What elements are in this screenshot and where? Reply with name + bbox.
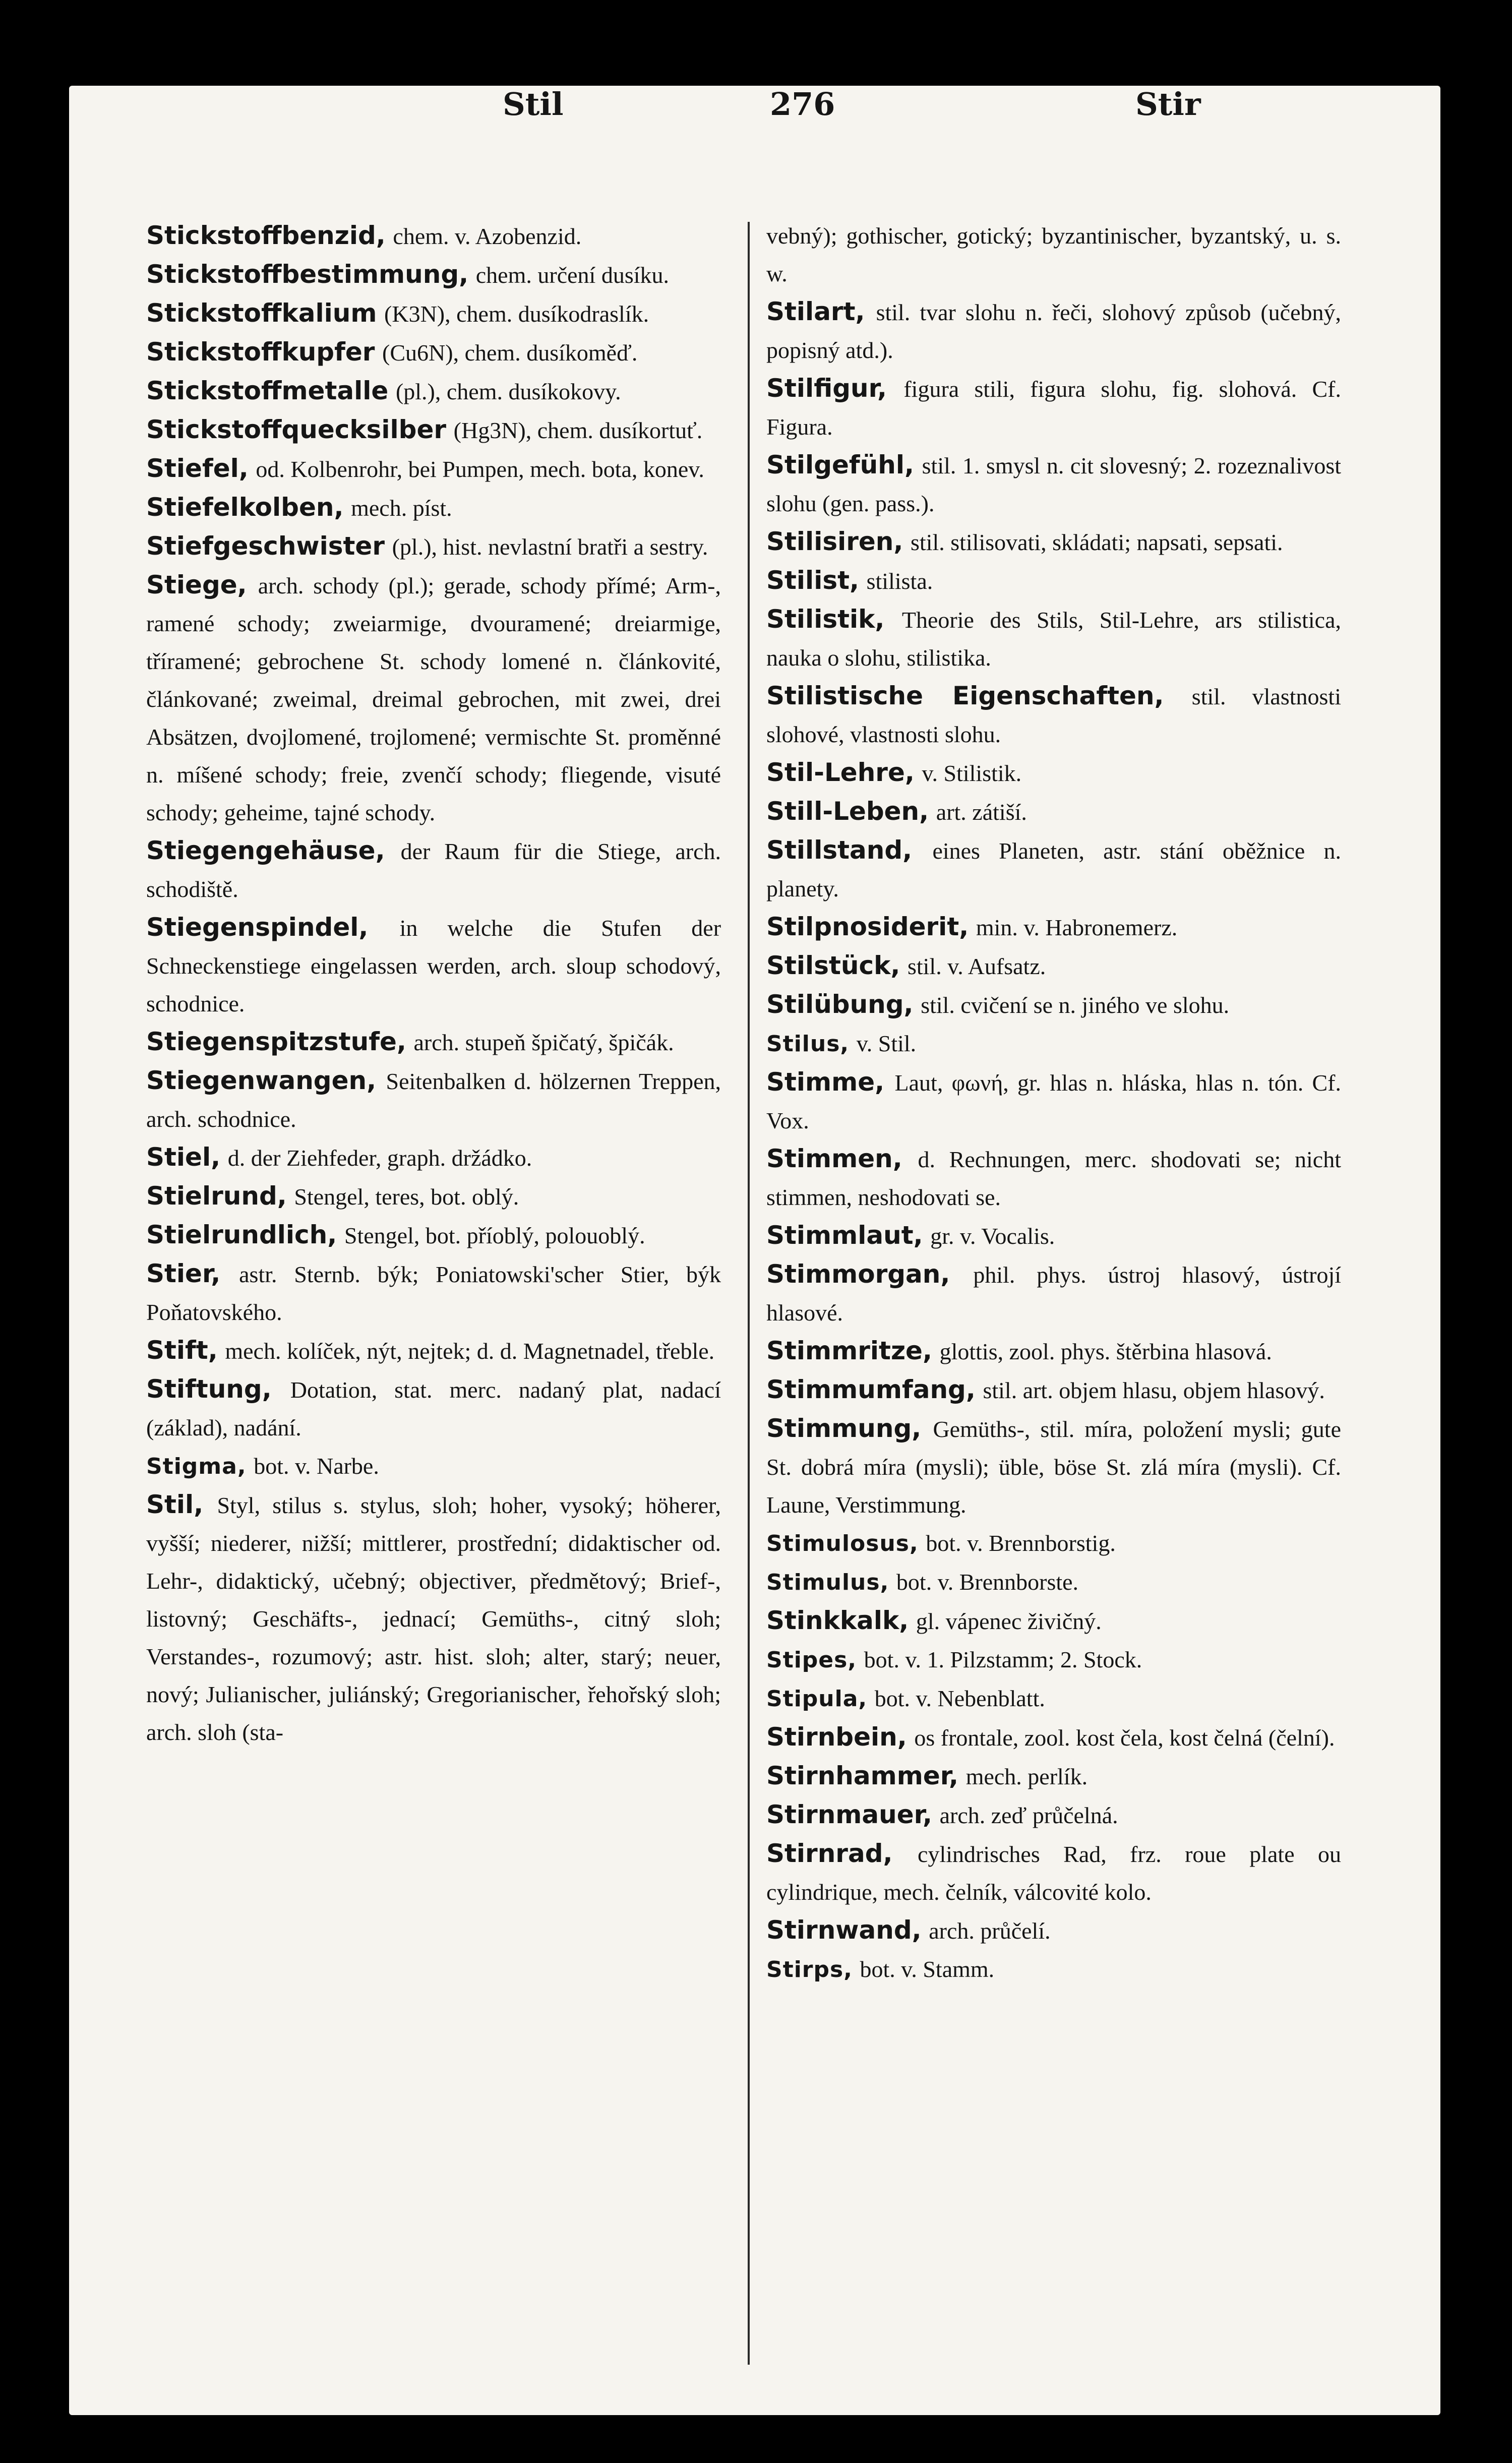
dictionary-entry — [766, 1835, 1341, 1911]
entry-definition: mech. kolíček, nýt, nejtek; d. d. Magnetnadel, třeble. — [225, 1338, 715, 1364]
dictionary-entry — [146, 1023, 721, 1061]
dictionary-entry — [766, 1950, 1341, 1989]
entry-definition: art. zátiší. — [936, 799, 1027, 825]
dictionary-entry — [146, 1486, 721, 1751]
entry-definition: v. Stilistik. — [922, 760, 1022, 786]
dictionary-entry — [146, 527, 721, 566]
dictionary-entry — [766, 1796, 1341, 1834]
entry-headword: Stilus, — [766, 1031, 850, 1057]
entry-headword: Stirnwand, — [766, 1915, 922, 1945]
entry-definition: (pl.), hist. nevlastní bratři a sestry. — [392, 534, 708, 560]
dictionary-entry — [766, 1063, 1341, 1139]
column-divider — [748, 222, 750, 2365]
entry-headword: Stiege, — [146, 570, 247, 599]
entry-definition: bot. v. Stamm. — [860, 1956, 995, 1982]
entry-headword: Stiel, — [146, 1143, 221, 1172]
entry-headword: Stilistische Eigenschaften, — [766, 681, 1164, 710]
entry-headword: Stillstand, — [766, 835, 913, 865]
header-left-catchword: Stil — [503, 86, 564, 123]
entry-headword: Stilart, — [766, 297, 865, 326]
entry-headword: Stirnmauer, — [766, 1800, 932, 1829]
entry-headword: Stigma, — [146, 1454, 247, 1479]
entry-definition: bot. v. Brennborste. — [896, 1569, 1079, 1595]
entry-definition: stil. stilisovati, skládati; napsati, sepsati. — [911, 529, 1283, 555]
entry-headword: Stiefelkolben, — [146, 493, 344, 522]
dictionary-entry — [766, 1410, 1341, 1524]
dictionary-entry — [766, 523, 1341, 561]
entry-headword: Stiftung, — [146, 1374, 272, 1404]
entry-headword: Stipes, — [766, 1647, 857, 1673]
entry-headword: Still-Leben, — [766, 797, 929, 826]
entry-headword: Stil-Lehre, — [766, 758, 915, 787]
entry-definition: bot. v. Nebenblatt. — [874, 1686, 1045, 1711]
dictionary-entry — [766, 446, 1341, 522]
entry-definition: chem. v. Azobenzid. — [393, 223, 582, 249]
dictionary-entry — [146, 1138, 721, 1177]
left-column — [146, 217, 721, 1752]
entry-headword: Stilfigur, — [766, 374, 887, 403]
entry-headword: Stirps, — [766, 1957, 853, 1983]
dictionary-entry — [146, 294, 721, 333]
dictionary-entry — [146, 1255, 721, 1331]
entry-definition: astr. Sternb. býk; Poniatowski'scher Stier, býk Poňatovského. — [146, 1261, 721, 1325]
entry-definition: eines Planeten, astr. stání oběžnice n. planety. — [766, 838, 1341, 902]
entry-definition: bot. v. Brennborstig. — [926, 1530, 1116, 1556]
dictionary-entry — [766, 1255, 1341, 1332]
entry-headword: Stimmen, — [766, 1144, 902, 1173]
dictionary-entry — [766, 793, 1341, 831]
entry-definition: stil. cvičení se n. jiného ve slohu. — [921, 992, 1230, 1018]
entry-definition: arch. zeď průčelná. — [939, 1803, 1118, 1828]
dictionary-entry — [766, 1718, 1341, 1757]
dictionary-entry — [766, 947, 1341, 985]
entry-definition: v. Stil. — [856, 1031, 917, 1056]
entry-definition: (pl.), chem. dusíkokovy. — [395, 379, 621, 404]
entry-definition: Stengel, teres, bot. oblý. — [294, 1184, 519, 1210]
dictionary-entry — [146, 411, 721, 449]
entry-definition: cylindrisches Rad, frz. roue plate ou cylindrique, mech. čelník, válcovité kolo. — [766, 1841, 1342, 1905]
entry-definition: Stengel, bot. příoblý, polouoblý. — [344, 1223, 645, 1248]
page-number: 276 — [770, 86, 835, 123]
dictionary-entry — [146, 1177, 721, 1216]
entry-definition: (Cu6N), chem. dusíkoměď. — [382, 340, 638, 366]
dictionary-entry — [766, 908, 1341, 946]
dictionary-entry — [766, 1371, 1341, 1409]
entry-definition: min. v. Habronemerz. — [976, 915, 1178, 940]
entry-headword: Stirnhammer, — [766, 1761, 959, 1790]
dictionary-entry — [766, 1563, 1341, 1601]
entry-headword: Stift, — [146, 1336, 218, 1365]
entry-definition: Gemüths-, stil. míra, položení mysli; gute St. dobrá míra (mysli); üble, böse St. zlá míra (mysli). Cf. Laune, Verstimmung. — [766, 1416, 1341, 1518]
dictionary-entry — [766, 1025, 1341, 1063]
entry-definition: gl. vápenec živičný. — [916, 1608, 1102, 1634]
entry-headword: Stilpnosiderit, — [766, 912, 969, 941]
entry-definition: (K3N), chem. dusíkodraslík. — [384, 301, 649, 327]
entry-headword: Stiefgeschwister — [146, 531, 385, 561]
dictionary-entry — [766, 600, 1341, 677]
entry-headword: Stimulosus, — [766, 1531, 919, 1556]
header-right-catchword: Stir — [1135, 86, 1201, 123]
entry-headword: Stilstück, — [766, 951, 900, 980]
dictionary-entry — [146, 450, 721, 488]
dictionary-entry — [146, 1216, 721, 1254]
entry-headword: Stilistik, — [766, 605, 885, 634]
dictionary-entry — [146, 256, 721, 294]
dictionary-entry — [766, 562, 1341, 600]
entry-definition: der Raum für die Stiege, arch. schodiště. — [146, 838, 721, 902]
entry-definition: stil. 1. smysl n. cit slovesný; 2. rozeznalivost slohu (gen. pass.). — [766, 453, 1342, 516]
dictionary-entry — [766, 1757, 1341, 1795]
dictionary-entry — [766, 986, 1341, 1024]
dictionary-entry — [766, 217, 1341, 292]
entry-definition: arch. průčelí. — [929, 1918, 1051, 1944]
entry-headword: Stickstoffkupfer — [146, 337, 375, 367]
entry-definition: stilista. — [866, 568, 933, 594]
entry-headword: Stickstoffbenzid, — [146, 221, 386, 250]
dictionary-entry — [766, 1140, 1341, 1216]
dictionary-entry — [766, 1911, 1341, 1950]
dictionary-entry — [766, 1332, 1341, 1370]
entry-definition: in welche die Stufen der Schneckenstiege eingelassen werden, arch. sloup schodový, schodnice. — [146, 915, 721, 1016]
entry-headword: Stilübung, — [766, 990, 914, 1019]
entry-definition: bot. v. 1. Pilzstamm; 2. Stock. — [864, 1647, 1142, 1672]
entry-headword: Stinkkalk, — [766, 1606, 909, 1635]
dictionary-entry — [146, 489, 721, 527]
entry-definition: Styl, stilus s. stylus, sloh; hoher, vysoký; höherer, vyšší; niederer, nižší; mittlerer, prostřední; didaktischer od. Lehr-, didaktický, učebný; objectiver, předmětový; Brief-, listovný; Geschäfts-, jednací; Gemüths-, citný sloh; Verstandes-, rozumový; astr. hist. sloh; alter, starý; neuer, nový; Julianischer, juliánský; Gregorianischer, řehořský sloh; arch. sloh (sta- — [146, 1492, 721, 1745]
entry-headword: Stiegenwangen, — [146, 1066, 377, 1095]
entry-definition: stil. art. objem hlasu, objem hlasový. — [983, 1377, 1325, 1403]
entry-headword: Stipula, — [766, 1686, 868, 1712]
right-column — [766, 217, 1341, 1989]
entry-definition: phil. phys. ústroj hlasový, ústrojí hlasové. — [766, 1262, 1342, 1326]
entry-definition: gr. v. Vocalis. — [930, 1223, 1055, 1249]
entry-definition: d. Rechnungen, merc. shodovati se; nicht stimmen, neshodovati se. — [766, 1147, 1342, 1210]
dictionary-entry — [146, 1447, 721, 1485]
page-header — [69, 86, 1440, 141]
dictionary-entry — [146, 372, 721, 410]
entry-headword: Stimulus, — [766, 1570, 889, 1595]
dictionary-entry — [146, 217, 721, 255]
dictionary-entry — [146, 832, 721, 908]
entry-headword: Stiefel, — [146, 454, 249, 483]
dictionary-entry — [766, 831, 1341, 908]
entry-headword: Stil, — [146, 1490, 204, 1519]
entry-headword: Stirnbein, — [766, 1722, 907, 1752]
entry-headword: Stickstoffbestimmung, — [146, 260, 469, 289]
entry-definition: vebný); gothischer, gotický; byzantinischer, byzantský, u. s. w. — [766, 223, 1341, 286]
entry-headword: Stilgefühl, — [766, 450, 914, 479]
entry-headword: Stilisiren, — [766, 527, 903, 556]
entry-definition: mech. píst. — [351, 495, 452, 521]
dictionary-entry — [766, 754, 1341, 792]
dictionary-entry — [146, 1332, 721, 1370]
entry-headword: Stickstoffkalium — [146, 298, 377, 328]
entry-headword: Stickstoffquecksilber — [146, 415, 447, 444]
entry-headword: Stimmorgan, — [766, 1259, 950, 1289]
entry-definition: Theorie des Stils, Stil-Lehre, ars stilistica, nauka o slohu, stilistika. — [766, 607, 1342, 671]
dictionary-entry — [146, 566, 721, 831]
dictionary-entry — [766, 677, 1341, 753]
dictionary-entry — [766, 370, 1341, 446]
entry-headword: Stickstoffmetalle — [146, 376, 389, 405]
entry-headword: Stirnrad, — [766, 1839, 893, 1868]
dictionary-entry — [766, 1679, 1341, 1718]
entry-headword: Stiegenspindel, — [146, 913, 369, 942]
entry-headword: Stielrundlich, — [146, 1220, 337, 1249]
entry-headword: Stimmung, — [766, 1414, 922, 1443]
entry-definition: Laut, φωνή, gr. hlas n. hláska, hlas n. tón. Cf. Vox. — [766, 1070, 1342, 1133]
entry-definition: bot. v. Narbe. — [254, 1453, 379, 1479]
entry-headword: Stier, — [146, 1259, 221, 1288]
dictionary-entry — [766, 293, 1341, 369]
entry-headword: Stilist, — [766, 566, 859, 595]
dictionary-entry — [146, 909, 721, 1023]
entry-headword: Stiegenspitzstufe, — [146, 1027, 406, 1056]
entry-headword: Stiegengehäuse, — [146, 836, 385, 865]
entry-definition: d. der Ziehfeder, graph. držádko. — [227, 1145, 532, 1171]
entry-definition: stil. tvar slohu n. řeči, slohový způsob (učebný, popisný atd.). — [766, 299, 1341, 363]
entry-definition: mech. perlík. — [965, 1764, 1088, 1789]
dictionary-entry — [766, 1524, 1341, 1563]
entry-definition: arch. stupeň špičatý, špičák. — [413, 1030, 674, 1055]
entry-definition: Seitenbalken d. hölzernen Treppen, arch. schodnice. — [146, 1068, 721, 1132]
entry-headword: Stielrund, — [146, 1181, 287, 1211]
entry-definition: chem. určení dusíku. — [475, 262, 669, 288]
entry-definition: figura stili, figura slohu, fig. slohová. Cf. Figura. — [766, 376, 1341, 440]
entry-definition: glottis, zool. phys. štěrbina hlasová. — [939, 1339, 1272, 1364]
dictionary-entry — [146, 1370, 721, 1447]
entry-definition: (Hg3N), chem. dusíkortuť. — [453, 417, 703, 443]
entry-definition: stil. v. Aufsatz. — [907, 953, 1046, 979]
dictionary-entry — [766, 1641, 1341, 1679]
dictionary-entry — [146, 333, 721, 372]
entry-headword: Stimmritze, — [766, 1336, 932, 1365]
entry-headword: Stimmlaut, — [766, 1221, 923, 1250]
entry-definition: arch. schody (pl.); gerade, schody přímé; Arm-, ramené schody; zweiarmige, dvouramené; dreiarmige, tříramené; gebrochene St. schody lomené n. článkovité, článkované; zweimal, dreimal gebrochen, mit zwei, drei Absätzen, dvojlomené, trojlomené; vermischte St. proměnné n. míšené schody; freie, zvenčí schody; fliegende, visuté schody; geheime, tajné schody. — [146, 573, 721, 825]
dictionary-entry — [766, 1602, 1341, 1640]
entry-headword: Stimme, — [766, 1067, 885, 1097]
entry-definition: stil. vlastnosti slohové, vlastnosti slohu. — [766, 684, 1341, 747]
dictionary-entry — [766, 1217, 1341, 1255]
entry-definition: os frontale, zool. kost čela, kost čelná (čelní). — [914, 1725, 1335, 1751]
dictionary-entry — [146, 1062, 721, 1138]
entry-definition: od. Kolbenrohr, bei Pumpen, mech. bota, konev. — [256, 456, 704, 482]
entry-definition: Dotation, stat. merc. nadaný plat, nadací (základ), nadání. — [146, 1377, 721, 1440]
entry-headword: Stimmumfang, — [766, 1375, 976, 1404]
